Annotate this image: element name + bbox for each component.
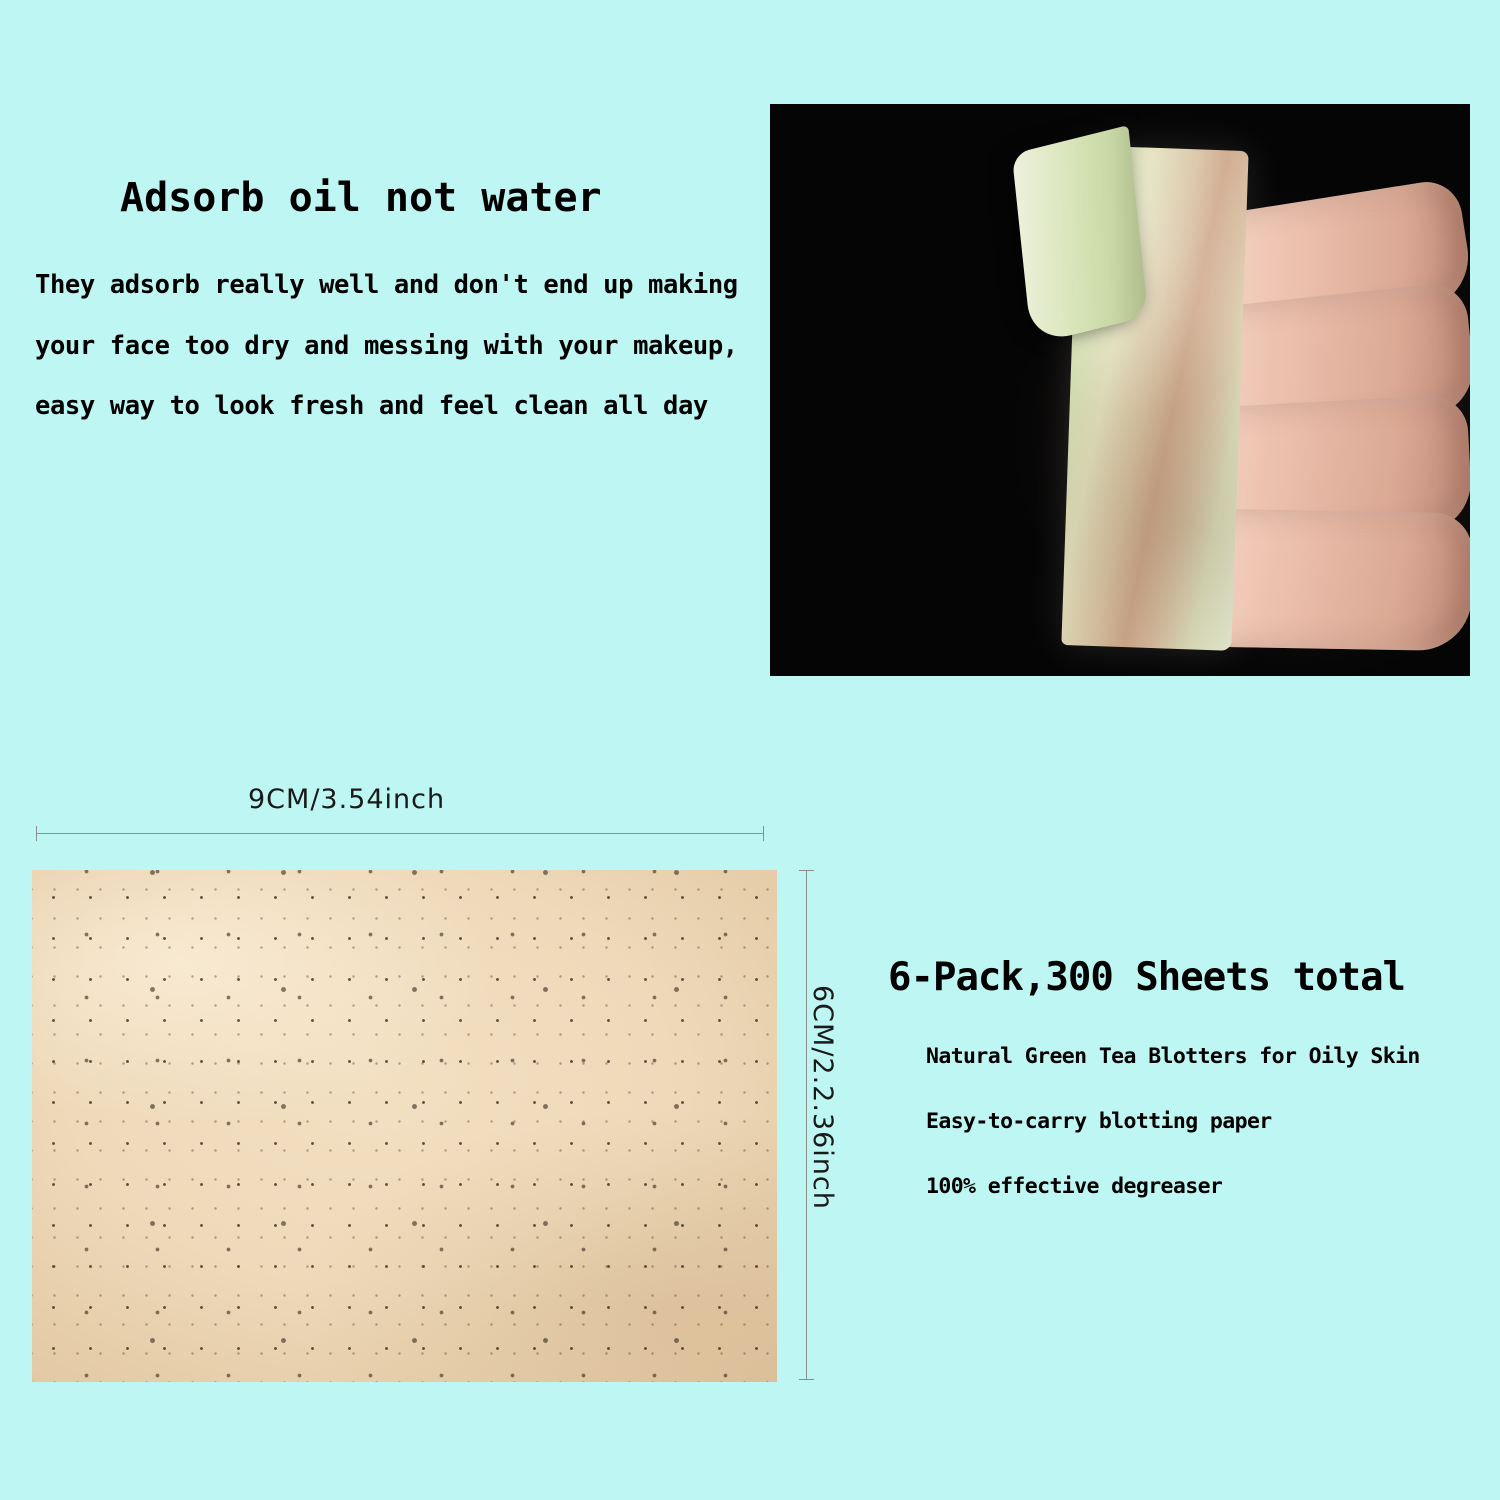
sheet-closeup-photo	[32, 870, 777, 1382]
feature-item: 100% effective degreaser	[926, 1174, 1223, 1199]
blotting-sheet-curl-shape	[1012, 125, 1148, 345]
width-dimension-line	[36, 833, 764, 834]
description-paragraph	[35, 270, 745, 421]
feature-item: Natural Green Tea Blotters for Oily Skin	[926, 1044, 1420, 1069]
top-text-block	[35, 175, 745, 455]
height-dimension-label: 6CM/2.2.36inch	[807, 985, 838, 1210]
width-dimension-label: 9CM/3.54inch	[248, 784, 446, 815]
hand-holding-sheet-photo	[770, 104, 1470, 676]
description-line: easy way to look fresh and feel clean all day	[35, 391, 708, 421]
paper-speckle-layer	[32, 870, 777, 1382]
feature-item: Easy-to-carry blotting paper	[926, 1109, 1272, 1134]
description-line: They adsorb really well and don't end up making	[35, 270, 738, 300]
feature-list	[888, 1044, 1448, 1199]
pack-title: 6-Pack,300 Sheets total	[888, 955, 1406, 1000]
description-line: your face too dry and messing with your makeup,	[35, 330, 738, 361]
bottom-text-block	[888, 955, 1448, 1239]
page-title: Adsorb oil not water	[120, 175, 602, 221]
